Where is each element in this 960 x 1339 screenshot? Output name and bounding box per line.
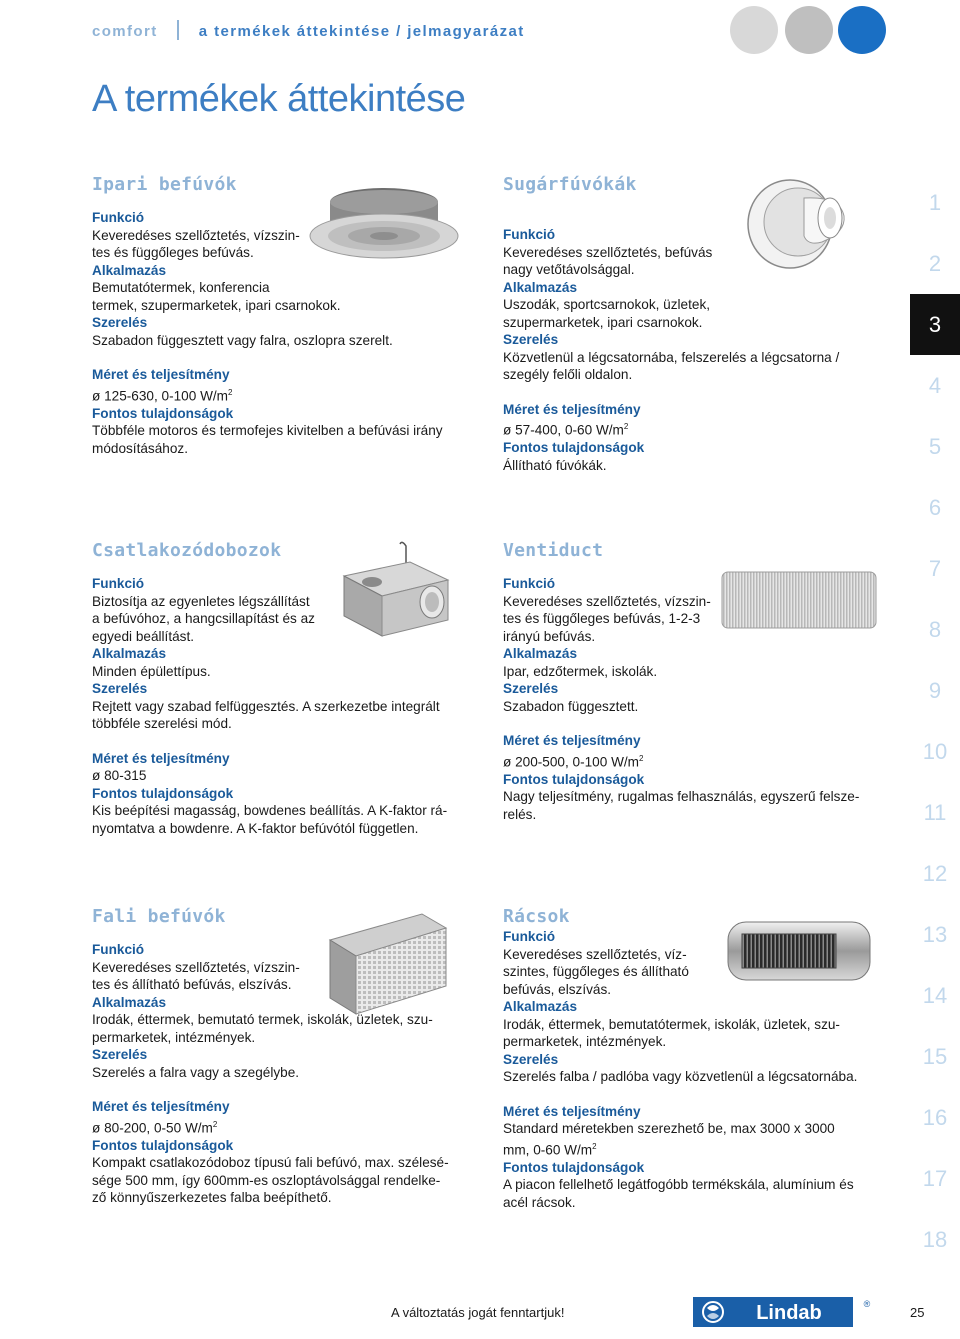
fontos-label: Fontos tulajdonságok: [503, 1159, 645, 1175]
superscript: 2: [228, 387, 233, 397]
chapter-nav-item[interactable]: 17: [922, 1166, 948, 1191]
meret-value: ø 80-200, 0-50 W/m: [92, 1120, 213, 1136]
superscript: 2: [212, 1119, 218, 1129]
chapter-nav: [910, 172, 960, 1270]
fontos-text: ző könnyűszerkezetes falba beépíthető.: [92, 1190, 332, 1206]
chapter-nav-item[interactable]: 5: [928, 434, 942, 459]
funkcio-label: Funkció: [92, 942, 145, 957]
chapter-nav-item[interactable]: 12: [922, 861, 948, 886]
meret-label: Méret és teljesítmény: [92, 367, 230, 382]
superscript: 2: [592, 1141, 597, 1151]
meret-label: Méret és teljesítmény: [503, 401, 641, 417]
alkalmazas-label: Alkalmazás: [503, 646, 578, 661]
page-number: 25: [910, 1305, 925, 1320]
decor-circle-light: [730, 6, 778, 54]
chapter-nav-item[interactable]: 9: [928, 678, 942, 703]
fontos-text: Állítható fúvókák.: [503, 457, 607, 473]
szereles-text: többféle szerelési mód.: [92, 716, 232, 731]
alkalmazas-text: Ipar, edzőtermek, iskolák.: [503, 663, 658, 679]
chapter-nav-item[interactable]: 11: [923, 800, 947, 825]
funkcio-text: irányú befúvás.: [503, 628, 596, 644]
fontos-text: relés.: [503, 806, 537, 822]
brand-name: Lindab: [756, 1302, 822, 1324]
meret-label: Méret és teljesítmény: [503, 1103, 641, 1119]
szereles-label: Szerelés: [92, 315, 148, 330]
chapter-nav-item[interactable]: 6: [928, 495, 942, 520]
product-title: Rácsok: [503, 906, 570, 927]
plenum-box-image: [340, 540, 452, 640]
decor-circle-mid: [785, 6, 833, 54]
funkcio-text: szintes, függőleges és állítható: [503, 964, 689, 979]
lindab-logo: [693, 1297, 873, 1327]
page-title: A termékek áttekintése: [92, 78, 466, 120]
fontos-text: módosításához.: [92, 440, 188, 456]
superscript: 2: [639, 753, 644, 763]
funkcio-label: Funkció: [503, 227, 556, 242]
chapter-nav-item[interactable]: 1: [928, 190, 942, 215]
chapter-nav-item[interactable]: 13: [922, 922, 948, 947]
funkcio-label: Funkció: [92, 210, 145, 225]
meret-text: [92, 1116, 472, 1137]
fontos-text: sége 500 mm, így 600mm-es oszloptávolsággal rendelke-: [92, 1172, 441, 1188]
fontos-text: A piacon fellelhető legátfogóbb termékskála, alumínium és: [503, 1177, 854, 1193]
funkcio-text: Keveredéses szellőztetés, vízszin-: [92, 959, 300, 975]
alkalmazas-text: permarketek, intézmények.: [503, 1034, 667, 1049]
fontos-text: nyomtatva a bowdenre. A K-faktor befúvótól független.: [92, 820, 419, 836]
alkalmazas-text: Bemutatótermek, konferencia: [92, 280, 270, 295]
szereles-text: Szabadon függesztett vagy falra, oszlopra szerelt.: [92, 332, 393, 348]
section-label: comfort: [92, 23, 158, 40]
fontos-text: Kompakt csatlakozódoboz típusú fali befúvó, max. szélesé-: [92, 1155, 449, 1171]
funkcio-text: tes és függőleges befúvás, 1-2-3: [503, 611, 701, 626]
funkcio-text: Keveredéses szellőztetés, víz-: [503, 946, 687, 962]
szereles-text: Szerelés falba / padlóba vagy közvetlenül a légcsatornába.: [503, 1069, 858, 1084]
breadcrumb: a termékek áttekintése / jelmagyarázat: [198, 23, 525, 40]
szereles-label: Szerelés: [503, 332, 559, 347]
funkcio-label: Funkció: [503, 576, 556, 591]
alkalmazas-text: termek, szupermarketek, ipari csarnokok.: [92, 297, 341, 313]
superscript: 2: [623, 422, 629, 431]
meret-label: Méret és teljesítmény: [92, 1099, 230, 1114]
disclaimer-text: A változtatás jogát fenntartjuk!: [391, 1305, 565, 1320]
meret-text: [503, 750, 883, 771]
szereles-text: Szerelés a falra vagy a szegélybe.: [92, 1064, 300, 1080]
meret-value: ø 57-400, 0-60 W/m: [503, 422, 624, 438]
registered-mark: ®: [863, 1299, 871, 1309]
funkcio-text: Keveredéses szellőztetés, vízszin-: [503, 593, 711, 609]
alkalmazas-label: Alkalmazás: [503, 279, 578, 295]
funkcio-text: Biztosítja az egyenletes légszállítást: [92, 593, 310, 609]
fontos-label: Fontos tulajdonságok: [92, 785, 234, 801]
alkalmazas-text: Irodák, éttermek, bemutatótermek, iskolák, üzletek, szu-: [503, 1016, 840, 1032]
meret-text: [503, 418, 883, 439]
funkcio-text: befúvás, elszívás.: [503, 981, 612, 997]
product-title: Fali befúvók: [92, 906, 226, 927]
alkalmazas-text: szupermarketek, ipari csarnokok.: [503, 314, 703, 330]
fontos-label: Fontos tulajdonságok: [92, 405, 234, 421]
alkalmazas-text: permarketek, intézmények.: [92, 1029, 256, 1045]
alkalmazas-label: Alkalmazás: [92, 262, 167, 278]
product-title: Sugárfúvókák: [503, 174, 637, 195]
meret-label: Méret és teljesítmény: [503, 733, 641, 748]
chapter-nav-item[interactable]: 16: [922, 1105, 948, 1130]
meret-text: [92, 384, 462, 405]
alkalmazas-label: Alkalmazás: [92, 994, 167, 1010]
chapter-nav-item[interactable]: 18: [922, 1227, 948, 1252]
industrial-diffuser-image: [300, 182, 460, 268]
fontos-text: Többféle motoros és termofejes kivitelben a befúvási irány: [92, 423, 443, 439]
product-title: Ipari befúvók: [92, 174, 237, 195]
meret-value: mm, 0-60 W/m: [503, 1142, 593, 1158]
szereles-label: Szerelés: [92, 681, 148, 696]
page-footer: [0, 1297, 960, 1327]
fontos-label: Fontos tulajdonságok: [503, 440, 645, 456]
fontos-label: Fontos tulajdonságok: [503, 771, 645, 787]
meret-label: Méret és teljesítmény: [92, 750, 230, 766]
funkcio-label: Funkció: [503, 929, 556, 944]
page-header: [92, 20, 525, 42]
chapter-nav-item[interactable]: 8: [928, 617, 942, 642]
meret-value: ø 125-630, 0-100 W/m: [92, 388, 228, 404]
chapter-nav-item[interactable]: 15: [922, 1044, 948, 1069]
fontos-text: acél rácsok.: [503, 1194, 576, 1210]
fontos-text: Kis beépítési magasság, bowdenes beállítás. A K-faktor rá-: [92, 803, 448, 818]
product-title: Ventiduct: [503, 540, 604, 561]
meret-text: Standard méretekben szerezhető be, max 3000 x 3000: [503, 1121, 835, 1136]
grille-image: [724, 916, 874, 986]
szereles-text: Szabadon függesztett.: [503, 698, 639, 714]
szereles-label: Szerelés: [92, 1047, 148, 1062]
meret-value: ø 200-500, 0-100 W/m: [503, 754, 639, 770]
funkcio-text: Keveredéses szellőztetés, befúvás: [503, 244, 713, 260]
wall-diffuser-image: [322, 910, 452, 1018]
szereles-text: szegély felőli oldalon.: [503, 367, 633, 382]
szereles-text: Közvetlenül a légcsatornába, felszerelés a légcsatorna /: [503, 349, 840, 365]
chapter-nav-item[interactable]: 14: [922, 983, 948, 1008]
funkcio-text: Keveredéses szellőztetés, vízszin-: [92, 227, 300, 243]
funkcio-text: egyedi beállítást.: [92, 628, 195, 644]
chapter-nav-item[interactable]: 10: [922, 739, 948, 764]
funkcio-text: tes és állítható befúvás, elszívás.: [92, 977, 292, 992]
chapter-nav-item[interactable]: 7: [928, 556, 942, 581]
funkcio-text: tes és függőleges befúvás.: [92, 245, 254, 260]
funkcio-label: Funkció: [92, 576, 145, 591]
alkalmazas-text: Irodák, éttermek, bemutató termek, iskolák, üzletek, szu-: [92, 1012, 433, 1027]
meret-text: [503, 1138, 883, 1159]
decor-circle-blue: [838, 6, 886, 54]
chapter-nav-item[interactable]: 2: [928, 251, 942, 276]
szereles-label: Szerelés: [503, 1051, 559, 1067]
alkalmazas-label: Alkalmazás: [92, 646, 167, 661]
funkcio-text: nagy vetőtávolsággal.: [503, 262, 635, 277]
alkalmazas-text: Minden épülettípus.: [92, 663, 211, 679]
product-title: Csatlakozódobozok: [92, 540, 282, 561]
fontos-label: Fontos tulajdonságok: [92, 1137, 234, 1153]
jet-nozzle-image: [742, 176, 852, 272]
funkcio-text: a befúvóhoz, a hangcsillapítást és az: [92, 611, 315, 626]
chapter-nav-item-active[interactable]: 3: [910, 294, 960, 355]
alkalmazas-label: Alkalmazás: [503, 999, 578, 1014]
chapter-nav-item[interactable]: 4: [928, 373, 942, 398]
fontos-text: Nagy teljesítmény, rugalmas felhasználás, egyszerű felsze-: [503, 789, 860, 805]
szereles-text: Rejtett vagy szabad felfüggesztés. A szerkezetbe integrált: [92, 698, 440, 714]
ventiduct-image: [720, 568, 878, 632]
szereles-label: Szerelés: [503, 681, 559, 696]
meret-text: ø 80-315: [92, 768, 147, 783]
alkalmazas-text: Uszodák, sportcsarnokok, üzletek,: [503, 297, 711, 312]
header-divider: [177, 20, 179, 40]
